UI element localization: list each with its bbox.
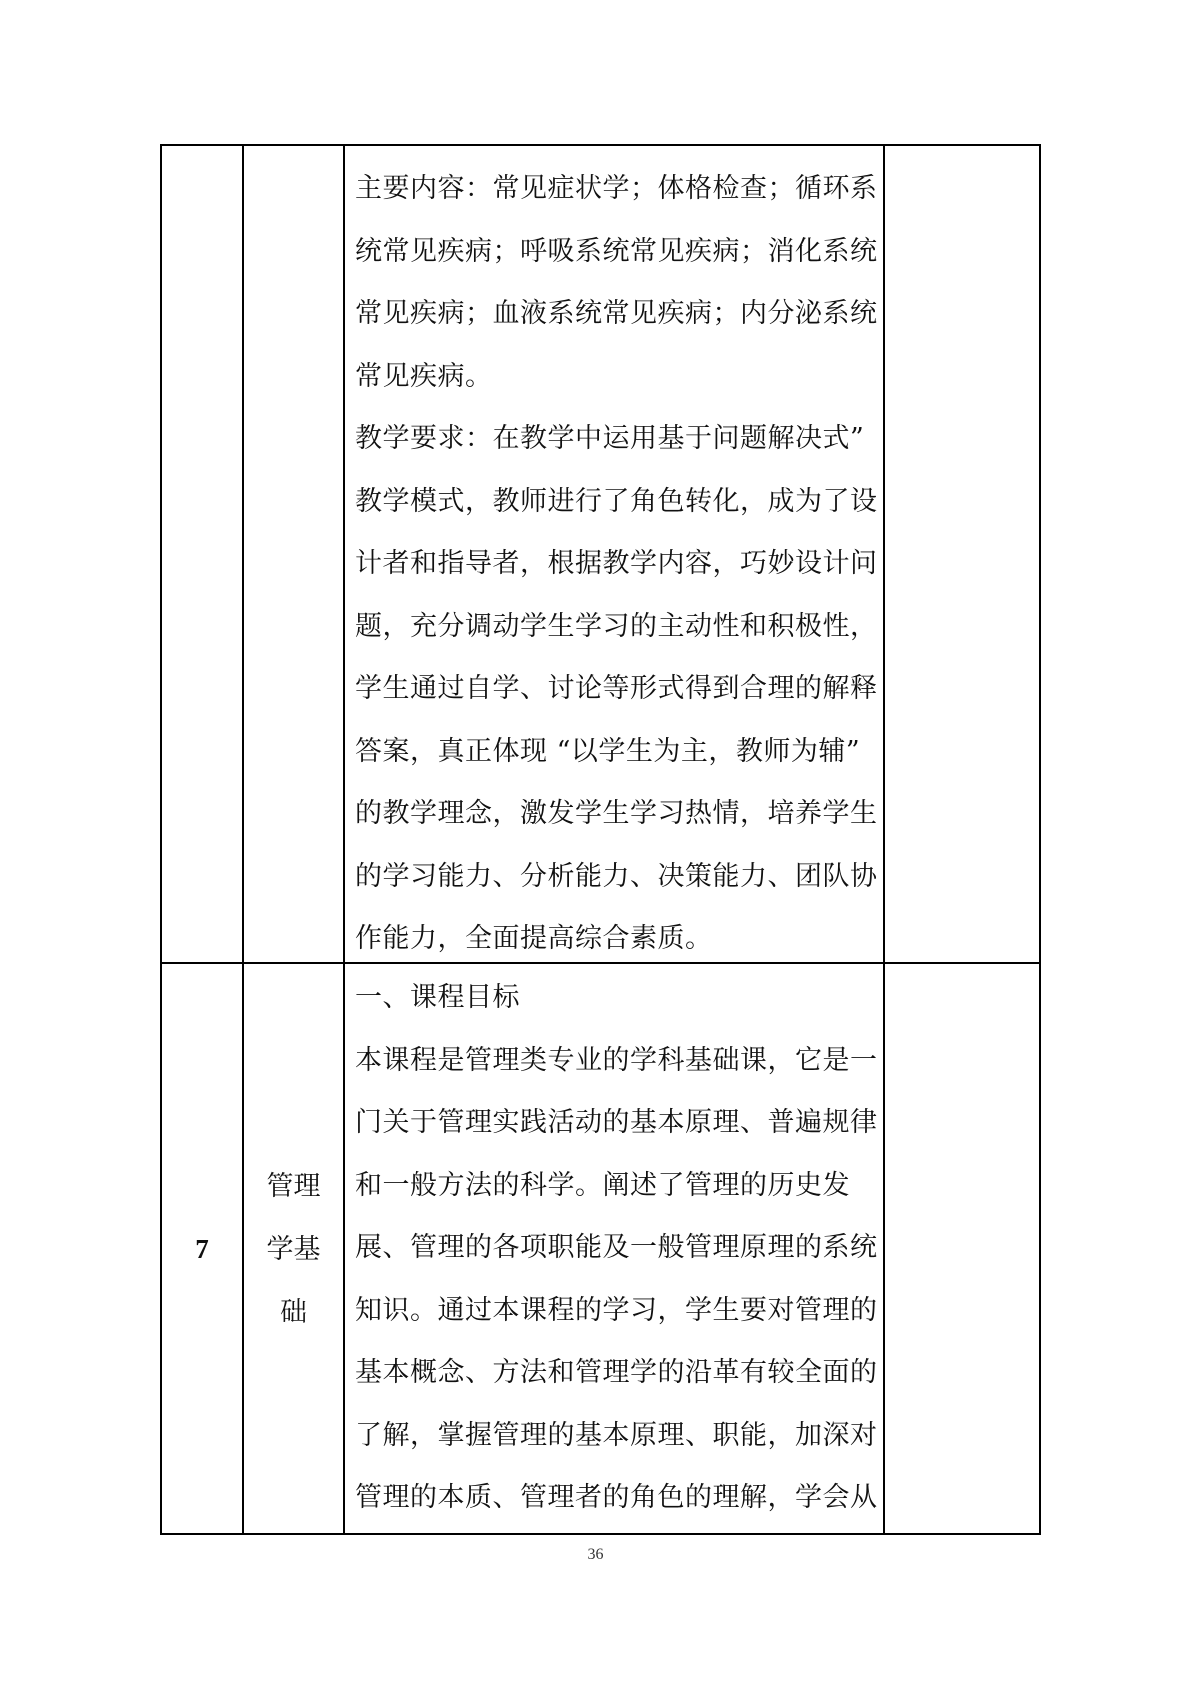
content-line: 常见疾病。 <box>355 360 493 392</box>
course-name-line: 管理 <box>266 1171 321 1202</box>
content-line: 教学要求：在教学中运用基于问题解决式” <box>355 423 865 454</box>
content-line: 的学习能力、分析能力、决策能力、团队协 <box>355 860 878 892</box>
content-line: 门关于管理实践活动的基本原理、普遍规律 <box>355 1107 878 1138</box>
content-line: 和一般方法的科学。阐述了管理的历史发 <box>355 1169 850 1201</box>
course-name-cell <box>244 146 343 962</box>
content-line: 计者和指导者，根据教学内容，巧妙设计问 <box>355 548 878 579</box>
content-line: 作能力，全面提高综合素质。 <box>355 923 713 954</box>
content-line: 常见疾病；血液系统常见疾病；内分泌系统 <box>355 298 878 329</box>
course-name-line: 学基 <box>266 1234 321 1265</box>
content-line: 答案，真正体现 “以学生为主，教师为辅” <box>355 735 861 767</box>
content-line: 的教学理念，激发学生学习热情，培养学生 <box>355 798 878 829</box>
remarks-cell <box>885 964 1039 1535</box>
content-line: 题，充分调动学生学习的主动性和积极性， <box>355 610 878 642</box>
content-line: 主要内容：常见症状学；体格检查；循环系 <box>355 173 878 204</box>
content-line: 本课程是管理类专业的学科基础课，它是一 <box>355 1044 878 1076</box>
content-line: 管理的本质、管理者的角色的理解，学会从 <box>355 1482 878 1513</box>
course-content-cell <box>355 967 877 1530</box>
table-row <box>162 146 1039 964</box>
content-line: 了解，掌握管理的基本原理、职能，加深对 <box>355 1419 878 1451</box>
column-divider <box>343 964 345 1535</box>
content-line: 知识。通过本课程的学习，学生要对管理的 <box>355 1294 878 1326</box>
course-name-cell <box>244 964 343 1535</box>
content-line: 教学模式，教师进行了角色转化，成为了设 <box>355 485 878 517</box>
content-line: 统常见疾病；呼吸系统常见疾病；消化系统 <box>355 235 878 267</box>
course-name-line: 础 <box>280 1297 307 1328</box>
course-table <box>160 144 1041 1535</box>
page-number: 36 <box>587 1546 604 1563</box>
content-line: 学生通过自学、讨论等形式得到合理的解释 <box>355 673 878 704</box>
table-row <box>162 964 1039 1535</box>
content-line: 基本概念、方法和管理学的沿革有较全面的 <box>355 1357 878 1388</box>
content-line: 一、课程目标 <box>355 982 520 1013</box>
remarks-cell <box>885 146 1039 962</box>
column-divider <box>343 146 345 962</box>
row-index-cell: 7 <box>195 1234 209 1264</box>
course-content-cell <box>355 158 877 971</box>
row-index-cell <box>162 146 242 962</box>
content-line: 展、管理的各项职能及一般管理原理的系统 <box>355 1232 878 1263</box>
